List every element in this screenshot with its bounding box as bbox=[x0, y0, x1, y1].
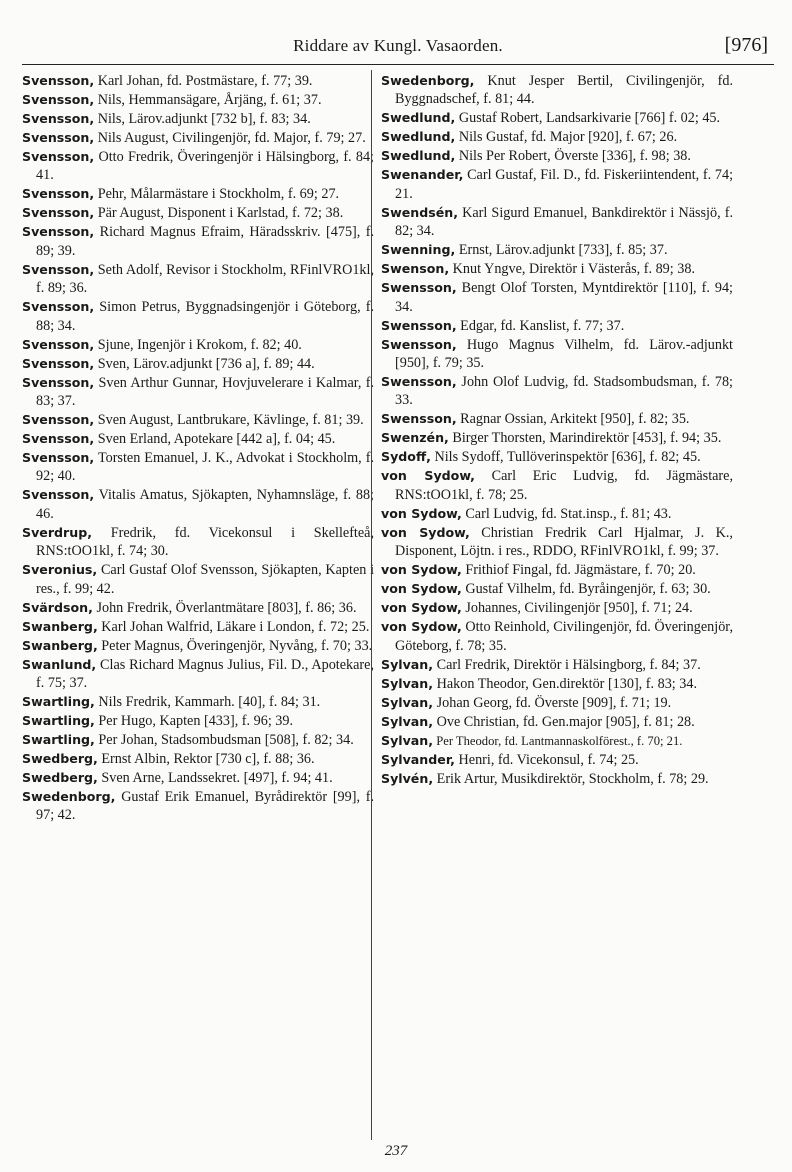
entry-details: Christian Fredrik Carl Hjalmar, J. K., Disponent, Löjtn. i res., RDDO, RFinlVRO1kl, f. 99; 37. bbox=[395, 524, 733, 560]
entry-details: Carl Gustaf, Fil. D., fd. Fiskeriintendent, f. 74; 21. bbox=[395, 167, 734, 202]
list-item bbox=[22, 731, 374, 749]
entry-details: Ove Christian, fd. Gen.major [905], f. 81; 28. bbox=[436, 713, 695, 730]
list-item bbox=[22, 637, 374, 655]
header-rule bbox=[22, 64, 774, 65]
list-item bbox=[381, 524, 733, 561]
entry-surname: Svensson, bbox=[22, 111, 95, 126]
list-item bbox=[381, 694, 733, 712]
entry-details: Sven Erland, Apotekare [442 a], f. 04; 45. bbox=[97, 431, 336, 448]
entry-surname: Sylvén, bbox=[381, 770, 434, 786]
list-item bbox=[381, 656, 733, 674]
list-item bbox=[381, 467, 733, 504]
entry-surname: Swenning, bbox=[381, 242, 456, 258]
list-item bbox=[22, 788, 374, 825]
entry-surname: Swensson, bbox=[381, 336, 457, 352]
entry-surname: Swedberg, bbox=[22, 770, 98, 786]
entry-surname: Sylvan, bbox=[381, 732, 434, 748]
entry-details: Vitalis Amatus, Sjökapten, Nyhamnsläge, f. 88; 46. bbox=[36, 487, 374, 522]
list-item bbox=[22, 411, 374, 429]
entry-details: Gustaf Erik Emanuel, Byrådirektör [99], f. 97; 42. bbox=[36, 789, 374, 824]
entry-details: Nils Per Robert, Överste [336], f. 98; 38. bbox=[458, 148, 691, 165]
list-item bbox=[381, 166, 733, 203]
entry-surname: Swanberg, bbox=[22, 618, 98, 634]
entry-surname: Sveronius, bbox=[22, 562, 98, 578]
entry-details: Peter Magnus, Överingenjör, Nyvång, f. 70; 33. bbox=[101, 637, 373, 654]
entry-surname: Swartling, bbox=[22, 732, 95, 748]
entry-details: Richard Magnus Efraim, Häradsskriv. [475], f. 89; 39. bbox=[36, 224, 374, 259]
list-item bbox=[381, 72, 733, 109]
entry-details: Sven August, Lantbrukare, Kävlinge, f. 81; 39. bbox=[97, 412, 364, 429]
list-item bbox=[381, 204, 733, 241]
entry-surname: Swedenborg, bbox=[22, 789, 116, 805]
entry-details: Nils August, Civilingenjör, fd. Major, f. 79; 27. bbox=[97, 130, 366, 146]
list-item bbox=[381, 128, 733, 146]
list-item bbox=[381, 770, 733, 788]
list-item bbox=[381, 505, 733, 523]
list-item bbox=[381, 429, 733, 447]
list-item bbox=[381, 410, 733, 428]
list-item bbox=[22, 148, 374, 185]
entry-surname: Swensson, bbox=[381, 317, 457, 333]
list-item bbox=[22, 185, 374, 203]
list-item bbox=[22, 430, 374, 448]
entry-surname: Sylvander, bbox=[381, 751, 455, 767]
list-item bbox=[22, 693, 374, 711]
entry-details: Gustaf Robert, Landsarkivarie [766] f. 02; 45. bbox=[458, 110, 721, 127]
entry-surname: Svensson, bbox=[22, 374, 95, 390]
entry-details: Nils Fredrik, Kammarh. [40], f. 84; 31. bbox=[98, 694, 321, 711]
entry-surname: von Sydow, bbox=[381, 505, 462, 521]
entry-details: Ernst, Lärov.adjunkt [733], f. 85; 37. bbox=[458, 242, 668, 259]
entry-details: Carl Fredrik, Direktör i Hälsingborg, f. 84; 37. bbox=[436, 656, 701, 673]
entry-surname: Sylvan, bbox=[381, 675, 434, 691]
list-item bbox=[22, 91, 374, 109]
footer-page-number: 237 bbox=[384, 1143, 408, 1159]
entry-surname: von Sydow, bbox=[381, 619, 462, 635]
list-item bbox=[381, 279, 733, 316]
entry-details: Knut Jesper Bertil, Civilingenjör, fd. Byggnadschef, f. 81; 44. bbox=[395, 73, 733, 108]
list-item bbox=[381, 241, 733, 259]
entry-details: Carl Gustaf Olof Svensson, Sjökapten, Kapten i res., f. 99; 42. bbox=[36, 562, 375, 597]
entry-surname: Sydoff, bbox=[381, 449, 431, 465]
entry-surname: Svensson, bbox=[22, 224, 95, 240]
list-item bbox=[22, 355, 374, 373]
entry-surname: Swedlund, bbox=[381, 148, 456, 164]
entry-details: Hakon Theodor, Gen.direktör [130], f. 83; 34. bbox=[436, 675, 698, 692]
entry-surname: Swenzén, bbox=[381, 430, 449, 446]
entry-details: Nils, Hemmansägare, Årjäng, f. 61; 37. bbox=[97, 92, 322, 108]
entry-details: Birger Thorsten, Marindirektör [453], f. 94; 35. bbox=[452, 430, 722, 447]
entry-details: Otto Fredrik, Överingenjör i Hälsingborg, f. 84; 41. bbox=[36, 149, 374, 184]
entry-details: Per Theodor, fd. Lantmannaskolförest., f. 70; 21. bbox=[436, 733, 683, 748]
entry-surname: Swedlund, bbox=[381, 129, 456, 145]
entry-details: Per Hugo, Kapten [433], f. 96; 39. bbox=[98, 713, 294, 730]
list-item bbox=[381, 448, 733, 466]
entry-surname: Swenson, bbox=[381, 261, 450, 277]
list-item bbox=[22, 298, 374, 335]
right-column bbox=[381, 72, 733, 789]
entry-surname: Swensson, bbox=[381, 411, 457, 427]
list-item bbox=[381, 336, 733, 373]
entry-surname: Svensson, bbox=[22, 130, 95, 145]
entry-surname: Svensson, bbox=[22, 205, 95, 221]
list-item bbox=[381, 373, 733, 410]
list-item bbox=[381, 561, 733, 579]
entry-details: John Olof Ludvig, fd. Stadsombudsman, f. 78; 33. bbox=[395, 374, 733, 409]
entry-surname: Swensson, bbox=[381, 374, 457, 390]
entry-details: Seth Adolf, Revisor i Stockholm, RFinlVRO1kl, f. 89; 36. bbox=[36, 261, 374, 297]
list-item bbox=[381, 147, 733, 165]
entry-surname: Swartling, bbox=[22, 713, 95, 729]
page-header bbox=[22, 36, 774, 62]
list-item bbox=[22, 750, 374, 768]
list-item bbox=[22, 769, 374, 787]
list-item bbox=[381, 751, 733, 769]
list-item bbox=[22, 374, 374, 411]
entry-details: Carl Ludvig, fd. Stat.insp., f. 81; 43. bbox=[465, 505, 672, 522]
entry-surname: Svensson, bbox=[22, 73, 95, 88]
entry-surname: Sylvan, bbox=[381, 694, 434, 710]
list-item bbox=[22, 336, 374, 354]
entry-surname: Swedberg, bbox=[22, 751, 98, 767]
entry-surname: von Sydow, bbox=[381, 524, 470, 540]
entry-details: Sven, Lärov.adjunkt [736 a], f. 89; 44. bbox=[97, 355, 315, 372]
entry-details: Nils Gustaf, fd. Major [920], f. 67; 26. bbox=[458, 129, 678, 146]
list-item bbox=[22, 129, 374, 147]
entry-details: Knut Yngve, Direktör i Västerås, f. 89; 38. bbox=[452, 261, 695, 278]
list-item bbox=[22, 524, 374, 561]
page-title: Riddare av Kungl. Vasaorden. bbox=[293, 36, 503, 55]
entry-surname: Sylvan, bbox=[381, 713, 434, 729]
entry-details: Pär August, Disponent i Karlstad, f. 72; 38. bbox=[97, 205, 344, 222]
entry-surname: Svensson, bbox=[22, 412, 95, 428]
list-item bbox=[22, 712, 374, 730]
entry-surname: Swanlund, bbox=[22, 656, 97, 672]
list-item bbox=[381, 732, 733, 750]
entry-surname: Swedenborg, bbox=[381, 73, 475, 88]
entry-details: Clas Richard Magnus Julius, Fil. D., Apotekare, f. 75; 37. bbox=[36, 656, 374, 692]
entry-details: Johannes, Civilingenjör [950], f. 71; 24. bbox=[465, 600, 693, 617]
entry-details: Hugo Magnus Vilhelm, fd. Lärov.-adjunkt [950], f. 79; 35. bbox=[395, 336, 733, 372]
entry-surname: Svensson, bbox=[22, 186, 95, 202]
entry-surname: von Sydow, bbox=[381, 562, 462, 578]
entry-surname: von Sydow, bbox=[381, 581, 462, 597]
list-item bbox=[22, 110, 374, 128]
entry-surname: Svärdson, bbox=[22, 599, 93, 615]
list-item bbox=[381, 713, 733, 731]
entry-surname: Svensson, bbox=[22, 431, 95, 447]
list-item bbox=[381, 675, 733, 693]
left-column bbox=[22, 72, 374, 825]
list-item bbox=[22, 261, 374, 298]
list-item bbox=[22, 599, 374, 617]
entry-details: Simon Petrus, Byggnadsingenjör i Göteborg, f. 88; 34. bbox=[36, 299, 374, 334]
list-item bbox=[381, 580, 733, 598]
list-item bbox=[381, 618, 733, 655]
entry-details: Ernst Albin, Rektor [730 c], f. 88; 36. bbox=[101, 751, 315, 768]
entry-surname: Svensson, bbox=[22, 92, 95, 107]
entry-details: Sven Arthur Gunnar, Hovjuvelerare i Kalmar, f. 83; 37. bbox=[36, 374, 375, 410]
entry-details: Henri, fd. Vicekonsul, f. 74; 25. bbox=[458, 751, 639, 768]
entry-surname: Sylvan, bbox=[381, 656, 434, 672]
list-item bbox=[22, 449, 374, 486]
list-item bbox=[381, 260, 733, 278]
entry-details: Nils Sydoff, Tullöverinspektör [636], f. 82; 45. bbox=[434, 449, 701, 466]
entry-details: Ragnar Ossian, Arkitekt [950], f. 82; 35. bbox=[460, 411, 690, 428]
entry-details: Sven Arne, Landssekret. [497], f. 94; 41. bbox=[101, 770, 333, 787]
list-item bbox=[381, 317, 733, 335]
entry-surname: Svensson, bbox=[22, 261, 95, 277]
list-item bbox=[381, 599, 733, 617]
column-divider bbox=[371, 70, 372, 1140]
entry-details: John Fredrik, Överlantmätare [803], f. 86; 36. bbox=[96, 599, 357, 616]
entry-details: Bengt Olof Torsten, Myntdirektör [110], f. 94; 34. bbox=[395, 280, 734, 315]
entry-surname: Sverdrup, bbox=[22, 524, 93, 540]
entry-details: Pehr, Målarmästare i Stockholm, f. 69; 27. bbox=[97, 186, 340, 203]
entry-details: Torsten Emanuel, J. K., Advokat i Stockholm, f. 92; 40. bbox=[36, 450, 374, 485]
list-item bbox=[381, 109, 733, 127]
entry-surname: Svensson, bbox=[22, 336, 95, 352]
entry-surname: von Sydow, bbox=[381, 600, 462, 616]
entry-details: Johan Georg, fd. Överste [909], f. 71; 19. bbox=[436, 694, 672, 711]
entry-details: Karl Sigurd Emanuel, Bankdirektör i Nässjö, f. 82; 34. bbox=[395, 204, 733, 240]
list-item bbox=[22, 72, 374, 90]
entry-details: Karl Johan, fd. Postmästare, f. 77; 39. bbox=[97, 73, 313, 89]
entry-details: Edgar, fd. Kanslist, f. 77; 37. bbox=[460, 317, 625, 334]
list-item bbox=[22, 561, 374, 598]
list-item bbox=[22, 486, 374, 523]
entry-surname: Swedlund, bbox=[381, 110, 456, 126]
list-item bbox=[22, 223, 374, 260]
entry-surname: Svensson, bbox=[22, 149, 95, 164]
entry-details: Frithiof Fingal, fd. Jägmästare, f. 70; 20. bbox=[465, 562, 696, 579]
entry-details: Nils, Lärov.adjunkt [732 b], f. 83; 34. bbox=[97, 111, 311, 127]
entry-details: Sjune, Ingenjör i Krokom, f. 82; 40. bbox=[97, 336, 302, 353]
header-page-number: [976] bbox=[724, 34, 768, 56]
entry-surname: Swartling, bbox=[22, 694, 95, 710]
entry-details: Karl Johan Walfrid, Läkare i London, f. 72; 25. bbox=[101, 618, 370, 635]
list-item bbox=[22, 618, 374, 636]
entry-surname: Svensson, bbox=[22, 450, 95, 466]
entry-surname: Swenander, bbox=[381, 167, 464, 183]
entry-surname: Swendsén, bbox=[381, 204, 459, 220]
entry-surname: Swensson, bbox=[381, 280, 457, 296]
entry-surname: Svensson, bbox=[22, 299, 95, 315]
entry-details: Carl Eric Ludvig, fd. Jägmästare, RNS:tOO1kl, f. 78; 25. bbox=[395, 468, 734, 503]
entry-details: Gustaf Vilhelm, fd. Byråingenjör, f. 63; 30. bbox=[465, 581, 711, 598]
entry-details: Per Johan, Stadsombudsman [508], f. 82; 34. bbox=[98, 732, 354, 749]
entry-surname: Swanberg, bbox=[22, 637, 98, 653]
entry-details: Fredrik, fd. Vicekonsul i Skellefteå, RNS:tOO1kl, f. 74; 30. bbox=[36, 524, 374, 560]
entry-details: Otto Reinhold, Civilingenjör, fd. Överingenjör, Göteborg, f. 78; 35. bbox=[395, 619, 733, 654]
entry-surname: Svensson, bbox=[22, 487, 95, 503]
entry-surname: Svensson, bbox=[22, 355, 95, 371]
list-item bbox=[22, 656, 374, 693]
entry-details: Erik Artur, Musikdirektör, Stockholm, f. 78; 29. bbox=[436, 770, 709, 787]
list-item bbox=[22, 204, 374, 222]
entry-surname: von Sydow, bbox=[381, 468, 475, 484]
